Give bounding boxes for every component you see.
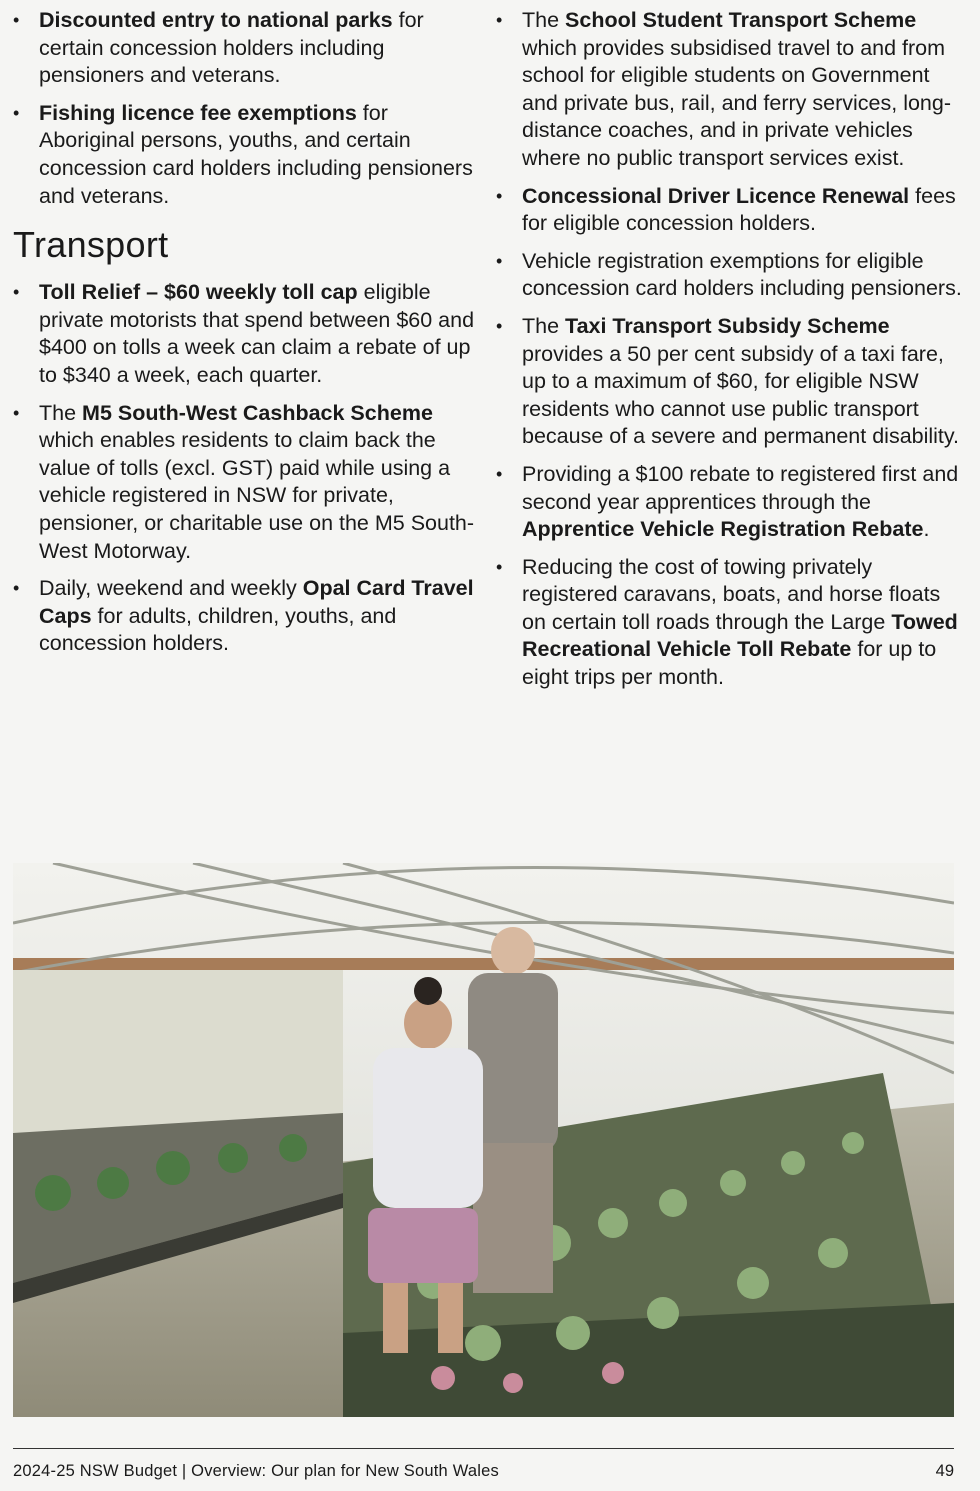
item-text: fees for eligible concession holders. [522, 183, 956, 236]
item-bold: Discounted entry to national parks [39, 8, 393, 32]
item-text: Vehicle registration exemptions for eligible concession card holders including pensioners. [522, 248, 962, 301]
item-text: The [522, 8, 566, 32]
item-bold: M5 South-West Cashback Scheme [82, 400, 433, 425]
footer-title: 2024-25 NSW Budget | Overview: Our plan for New South Wales [13, 1462, 499, 1480]
list-item [496, 554, 962, 692]
list-item [13, 575, 475, 658]
list-item [496, 313, 962, 451]
footer-divider [13, 1448, 954, 1449]
greenhouse-photo [13, 863, 954, 1417]
item-text: for Aboriginal persons, youths, and certain concession card holders including pensioners and veterans. [39, 100, 473, 208]
list-item [13, 279, 475, 389]
concessions-list [13, 7, 475, 210]
item-text: The [39, 400, 83, 425]
list-item [496, 248, 962, 303]
item-bold: Fishing licence fee exemptions [39, 100, 357, 125]
item-text: which provides subsidised travel to and from school for eligible students on Government and private bus, rail, and ferry services, long-distance coaches, and in private vehicles where no public transport services exist. [522, 35, 952, 170]
item-text: Reducing the cost of towing privately registered caravans, boats, and horse floats on certain toll roads through the Large [522, 554, 941, 634]
item-bold: Toll Relief – $60 weekly toll cap [39, 280, 358, 305]
item-bold: School Student Transport Scheme [565, 8, 917, 32]
list-item [496, 183, 962, 238]
item-bold: Apprentice Vehicle Registration Rebate [522, 517, 924, 542]
list-item [13, 7, 475, 90]
item-text: . [923, 517, 930, 542]
item-text: for up to eight trips per month. [522, 637, 937, 690]
item-bold: Concessional Driver Licence Renewal [522, 183, 910, 208]
item-text: which enables residents to claim back the value of tolls (excl. GST) paid while using a vehicle registered in NSW for private, pensioner, or charitable use on the M5 South-West Motorway. [39, 428, 475, 563]
item-text: Daily, weekend and weekly [39, 576, 303, 601]
item-text: eligible private motorists that spend between $60 and $400 on tolls a week can claim a rebate of up to $340 a week, each quarter. [39, 280, 475, 387]
item-text: The [522, 313, 566, 338]
right-column [496, 0, 962, 702]
list-item [13, 100, 475, 210]
section-heading-transport: Transport [13, 224, 169, 266]
list-item [496, 461, 962, 544]
item-bold: Towed Recreational Vehicle Toll Rebate [522, 609, 958, 662]
transport-list [13, 279, 475, 658]
transport-list-continued [496, 7, 962, 692]
left-column [13, 0, 475, 668]
item-bold: Taxi Transport Subsidy Scheme [565, 313, 890, 338]
item-text: provides a 50 per cent subsidy of a taxi fare, up to a maximum of $60, for eligible NSW residents who cannot use public transport because of a severe and permanent disability. [522, 341, 960, 449]
item-text: for adults, children, youths, and concession holders. [39, 603, 397, 656]
item-text: Providing a $100 rebate to registered first and second year apprentices through the [522, 461, 959, 514]
list-item [13, 400, 475, 566]
list-item [496, 7, 962, 173]
item-bold: Opal Card Travel Caps [39, 576, 474, 628]
item-text: for certain concession holders including pensioners and veterans. [39, 8, 424, 88]
greenhouse-illustration [13, 863, 954, 1417]
page-number: 49 [935, 1462, 954, 1480]
